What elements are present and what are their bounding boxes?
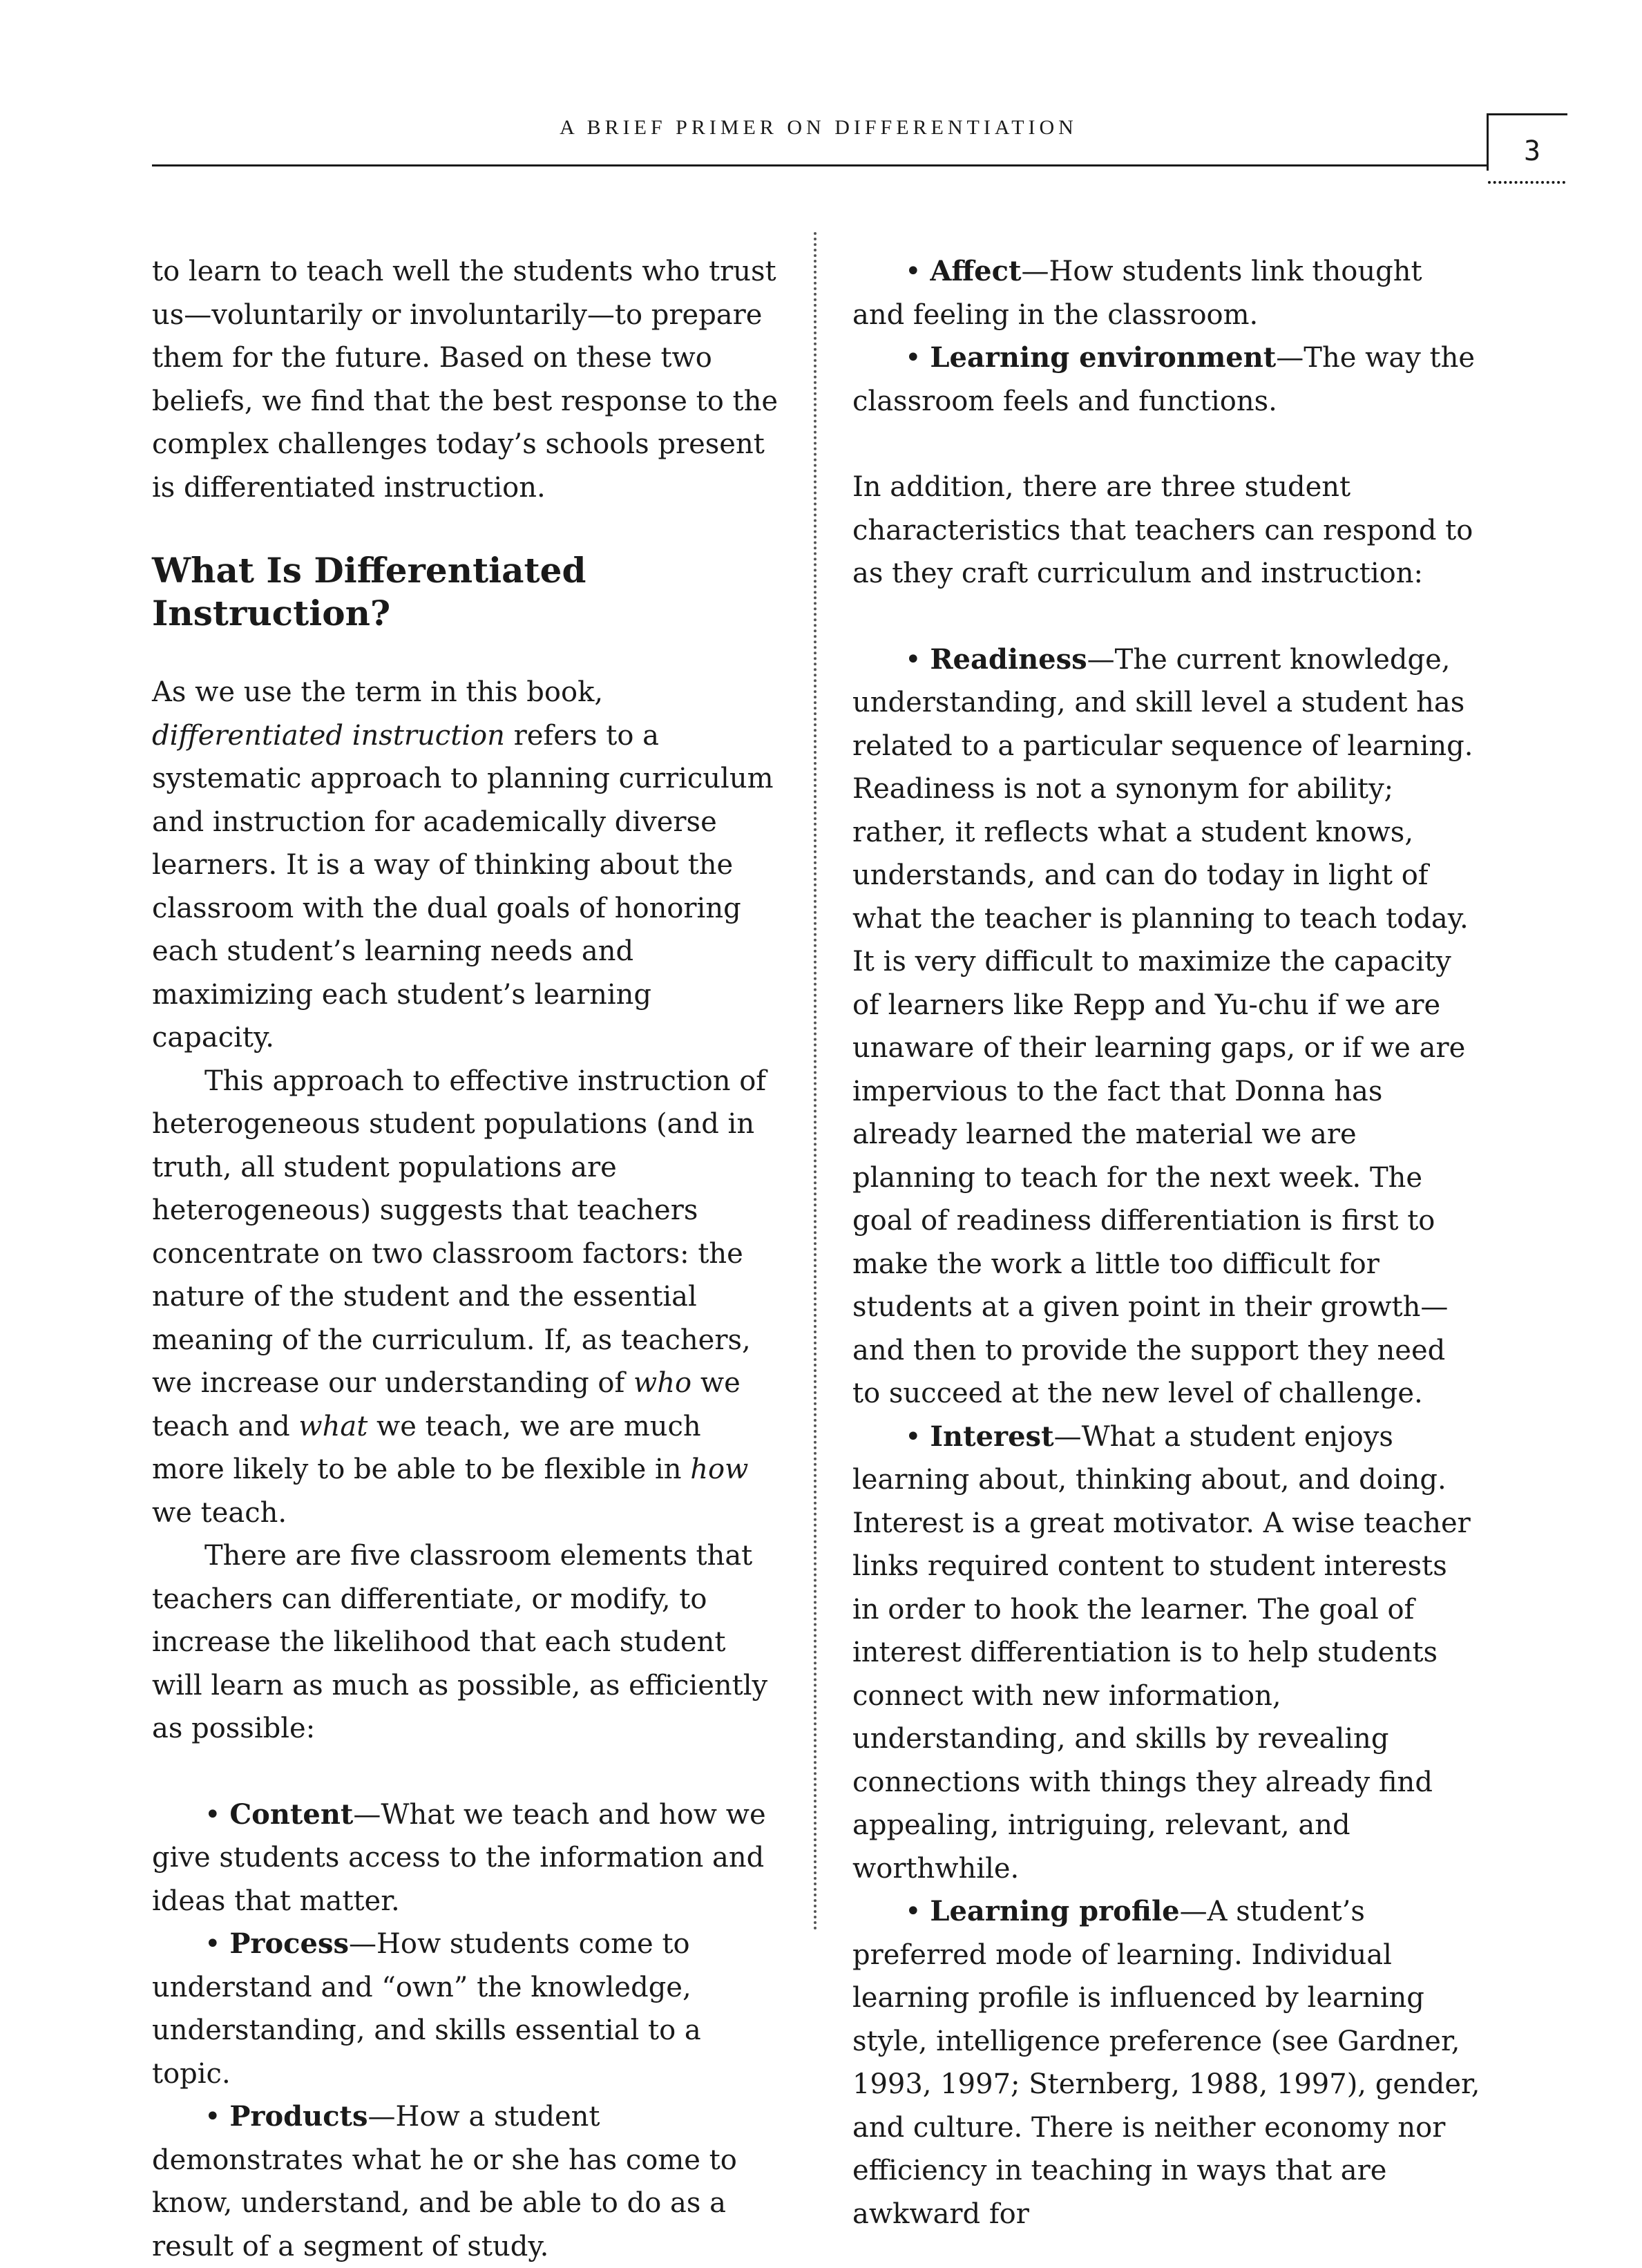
definition-lead: As we use the term in this book, [152, 676, 604, 708]
list-item [852, 250, 1481, 336]
list-item-term: Interest [930, 1420, 1054, 1453]
list-item-text: —How students come to understand and “own” the knowledge, understanding, and skills essential to a topic. [152, 1928, 701, 2090]
approach-paragraph [152, 1060, 781, 1535]
bullet: • [905, 1896, 930, 1927]
approach-em-what: what [298, 1410, 368, 1442]
header-rule [152, 164, 1488, 166]
approach-text-1: This approach to effective instruction of heterogeneous student populations (and in truth, all student populations are heterogeneous) suggests that teachers concentrate on two classroom factors: the nature of the student and the essential meaning of the curriculum. If, as teachers, we increase our understanding of [152, 1065, 767, 1399]
bullet: • [204, 2101, 230, 2133]
characteristics-intro-paragraph: In addition, there are three student characteristics that teachers can respond to as they craft curriculum and instruction: [852, 471, 1473, 589]
definition-paragraph [152, 671, 781, 1060]
list-item [152, 1793, 781, 1923]
list-item-term: Learning profile [930, 1895, 1180, 1927]
approach-text-2: we teach and [152, 1367, 741, 1442]
section-heading: What Is Differentiated Instruction? [152, 550, 586, 633]
bullet: • [905, 1420, 930, 1453]
approach-em-how: how [690, 1454, 749, 1485]
list-item-text: —A student’s preferred mode of learning. Individual learning profile is influenced by learning style, intelligence preference (see Gardner, 1993, 1997; Sternberg, 1988, 1997), gender, and culture. There is neither economy nor efficiency in teaching in ways that are awkward for [852, 1896, 1480, 2230]
bullet: • [905, 256, 930, 287]
left-column [152, 250, 781, 2268]
right-column [852, 250, 1481, 2236]
folio-dots [1488, 181, 1565, 184]
column-divider [814, 232, 817, 1932]
list-item-text: —How a student demonstrates what he or she has come to know, understand, and be able to do as a result of a segment of study. [152, 2101, 737, 2262]
bullet: • [905, 643, 930, 676]
definition-rest: refers to a systematic approach to planning curriculum and instruction for academically diverse learners. It is a way of thinking about the classroom with the dual goals of honoring each student’s learning needs and maximizing each student’s learning capacity. [152, 719, 774, 1054]
approach-text-4: we teach. [152, 1496, 287, 1529]
definition-term: differentiated instruction [152, 719, 505, 752]
list-item-term: Content [229, 1798, 354, 1831]
list-item-term: Readiness [930, 642, 1087, 676]
list-item-term: Process [229, 1927, 349, 1960]
list-item [852, 1416, 1481, 1891]
list-item [152, 1923, 781, 2095]
bullet: • [204, 1798, 230, 1831]
list-item [852, 336, 1481, 423]
list-item-text: —The way the classroom feels and functions. [852, 342, 1476, 417]
bullet: • [905, 342, 930, 374]
list-item [152, 2095, 781, 2268]
list-item [852, 1890, 1481, 2236]
bullet: • [204, 1928, 230, 1960]
list-item-text: —How students link thought and feeling in the classroom. [852, 256, 1422, 331]
running-head: A BRIEF PRIMER ON DIFFERENTIATION [560, 116, 1078, 139]
list-item-text: —The current knowledge, understanding, and skill level a student has related to a particular sequence of learning. Readiness is not a synonym for ability; rather, it reflects what a student knows, understands, and can do today in light of what the teacher is planning to teach today. It is very difficult to maximize the capacity of learners like Repp and Yu-chu if we are unaware of their learning gaps, or if we are impervious to the fact that Donna has already learned the material we are planning to teach for the next week. The goal of readiness differentiation is first to make the work a little too difficult for students at a given point in their growth—and then to provide the support they need to succeed at the new level of challenge. [852, 643, 1473, 1409]
page-number: 3 [1523, 135, 1541, 167]
list-item-text: —What we teach and how we give students access to the information and ideas that matter. [152, 1798, 766, 1917]
list-item-term: Affect [930, 255, 1022, 287]
elements-intro-paragraph: There are five classroom elements that teachers can differentiate, or modify, to increase the likelihood that each student will learn as much as possible, as efficiently as possible: [152, 1540, 768, 1744]
list-item [852, 638, 1481, 1416]
list-item-text: —What a student enjoys learning about, thinking about, and doing. Interest is a great motivator. A wise teacher links required content to student interests in order to hook the learner. The goal of interest differentiation is to help students connect with new information, understanding, and skills by revealing connections with things they already find appealing, intriguing, relevant, and worthwhile. [852, 1420, 1471, 1885]
approach-em-who: who [633, 1367, 692, 1399]
list-item-term: Products [229, 2100, 368, 2133]
approach-text-3: we teach, we are much more likely to be able to be flexible in [152, 1410, 701, 1485]
intro-paragraph: to learn to teach well the students who trust us—voluntarily or involuntarily—to prepare them for the future. Based on these two beliefs, we find that the best response to the complex challenges today’s schools present is differentiated instruction. [152, 256, 779, 504]
list-item-term: Learning environment [930, 341, 1277, 374]
